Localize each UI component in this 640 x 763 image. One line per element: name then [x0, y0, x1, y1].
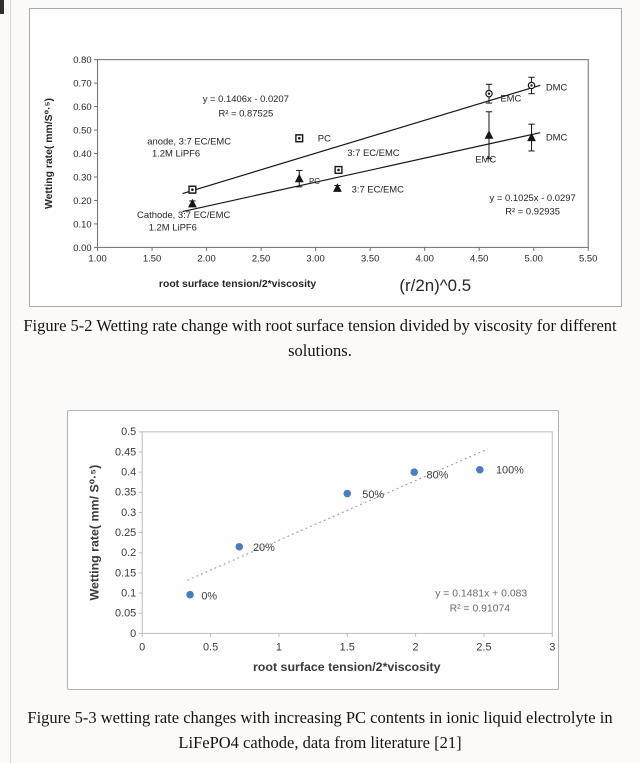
x-tick-label: 2 — [412, 641, 419, 654]
y-tick-label: 0.1 — [121, 587, 137, 600]
x-tick-label: 5.50 — [579, 252, 598, 264]
chart-annotation: R² = 0.87525 — [218, 107, 274, 119]
x-tick-label: 0.5 — [202, 641, 219, 654]
chart-annotation: 3:7 EC/EMC — [347, 146, 400, 158]
y-tick-label: 0.25 — [115, 527, 137, 540]
chart-annotation: PC — [309, 177, 321, 187]
chart-annotation: EMC — [500, 92, 522, 104]
chart-annotation: R² = 0.91074 — [449, 603, 511, 615]
data-point-marker — [295, 174, 304, 183]
page-edge-line — [10, 0, 11, 763]
x-tick-label: 3 — [549, 641, 556, 654]
x-tick-label: 1.50 — [142, 252, 162, 264]
x-axis-title: root surface tension/2*viscosity — [158, 279, 317, 291]
y-tick-label: 0.15 — [115, 567, 137, 580]
y-axis-title: Wetting rate( mm/S⁰·⁵) — [43, 98, 55, 210]
x-tick-label: 3.50 — [360, 252, 380, 264]
data-point-marker — [476, 466, 484, 474]
x-tick-label: 2.50 — [251, 252, 271, 264]
y-tick-label: 0.30 — [73, 171, 92, 183]
chart-annotation: 1.2M LiPF6 — [148, 221, 197, 233]
y-tick-label: 0.40 — [73, 147, 92, 159]
x-tick-label: 1.5 — [339, 641, 355, 654]
chart-annotation: 1.2M LiPF6 — [151, 147, 201, 159]
chart-annotation: DMC — [545, 131, 568, 143]
data-point-marker-dot — [298, 137, 301, 140]
x-tick-label: 4.00 — [415, 252, 434, 264]
chart-figure-5-2 — [30, 9, 621, 306]
chart-annotation: 50% — [362, 488, 385, 501]
chart-annotation: anode, 3:7 EC/EMC — [147, 135, 232, 147]
caption-line: LiFePO4 cathode, data from literature [21] — [178, 732, 462, 752]
caption-line: Figure 5-3 wetting rate changes with increasing PC contents in ionic liquid electrolyte in — [27, 708, 613, 727]
y-tick-label: 0.4 — [121, 466, 137, 479]
data-point-marker — [236, 543, 244, 551]
y-tick-label: 0.2 — [121, 547, 137, 560]
chart-annotation: 0% — [201, 590, 218, 603]
y-tick-label: 0.20 — [73, 194, 92, 206]
y-tick-label: 0.50 — [73, 124, 92, 136]
y-tick-label: 0.05 — [115, 607, 137, 620]
chart-annotation: EMC — [475, 153, 497, 165]
chart-annotation: Cathode, 3:7 EC/EMC — [137, 209, 231, 221]
chart-figure-5-3 — [68, 411, 558, 689]
x-axis-title: root surface tension/2*viscosity — [252, 660, 441, 675]
data-point-marker-dot — [530, 84, 532, 86]
figure-5-2-panel — [29, 8, 622, 307]
y-tick-label: 0.45 — [115, 446, 137, 459]
chart-annotation: R² = 0.92935 — [505, 205, 560, 217]
x-tick-label: 1.00 — [88, 252, 107, 264]
chart-annotation: 20% — [252, 542, 275, 555]
x-tick-label: 2.5 — [476, 641, 492, 654]
data-point-marker-dot — [337, 169, 340, 172]
chart-annotation: PC — [317, 132, 331, 144]
figure-5-3-panel — [67, 410, 559, 690]
scan-artifact-mark — [0, 0, 4, 14]
chart-annotation: y = 0.1025x - 0.0297 — [489, 191, 576, 203]
chart-annotation: DMC — [545, 81, 568, 93]
caption-line: solutions. — [288, 340, 352, 360]
caption-line: Figure 5-2 Wetting rate change with root surface tension divided by viscosity for different — [23, 316, 617, 335]
x-tick-label: 5.00 — [524, 252, 543, 264]
chart-annotation: 3:7 EC/EMC — [351, 183, 404, 195]
y-tick-label: 0.10 — [73, 218, 92, 230]
data-point-marker — [188, 199, 197, 208]
data-point-marker — [343, 490, 351, 498]
data-point-marker — [485, 130, 494, 139]
x-tick-label: 2.00 — [197, 252, 216, 264]
data-point-marker — [410, 468, 418, 476]
caption-figure-5-3 — [0, 706, 640, 756]
y-tick-label: 0.35 — [115, 486, 137, 499]
y-tick-label: 0.5 — [121, 426, 137, 439]
y-tick-label: 0.00 — [73, 241, 92, 253]
data-point-marker — [333, 183, 342, 192]
y-tick-label: 0 — [130, 627, 137, 640]
y-tick-label: 0.3 — [121, 506, 137, 519]
y-tick-label: 0.70 — [73, 77, 92, 89]
y-tick-label: 0.80 — [73, 54, 92, 66]
x-axis-title-secondary: (r/2n)^0.5 — [399, 276, 472, 296]
data-point-marker — [186, 591, 194, 599]
y-axis-title: Wetting rate( mm/ S⁰·⁵) — [87, 464, 102, 601]
chart-annotation: 80% — [426, 469, 449, 482]
x-tick-label: 0 — [139, 641, 146, 654]
chart-annotation: y = 0.1406x - 0.0207 — [202, 92, 289, 104]
chart-annotation: y = 0.1481x + 0.083 — [435, 588, 528, 600]
trend-line — [183, 133, 541, 212]
x-tick-label: 4.50 — [470, 252, 489, 264]
data-point-marker-dot — [191, 188, 194, 191]
caption-figure-5-2 — [0, 314, 640, 364]
y-tick-label: 0.60 — [73, 100, 92, 112]
data-point-marker-dot — [488, 92, 490, 94]
x-tick-label: 1 — [275, 641, 282, 654]
chart-annotation: 100% — [495, 464, 524, 477]
x-tick-label: 3.00 — [306, 252, 325, 264]
